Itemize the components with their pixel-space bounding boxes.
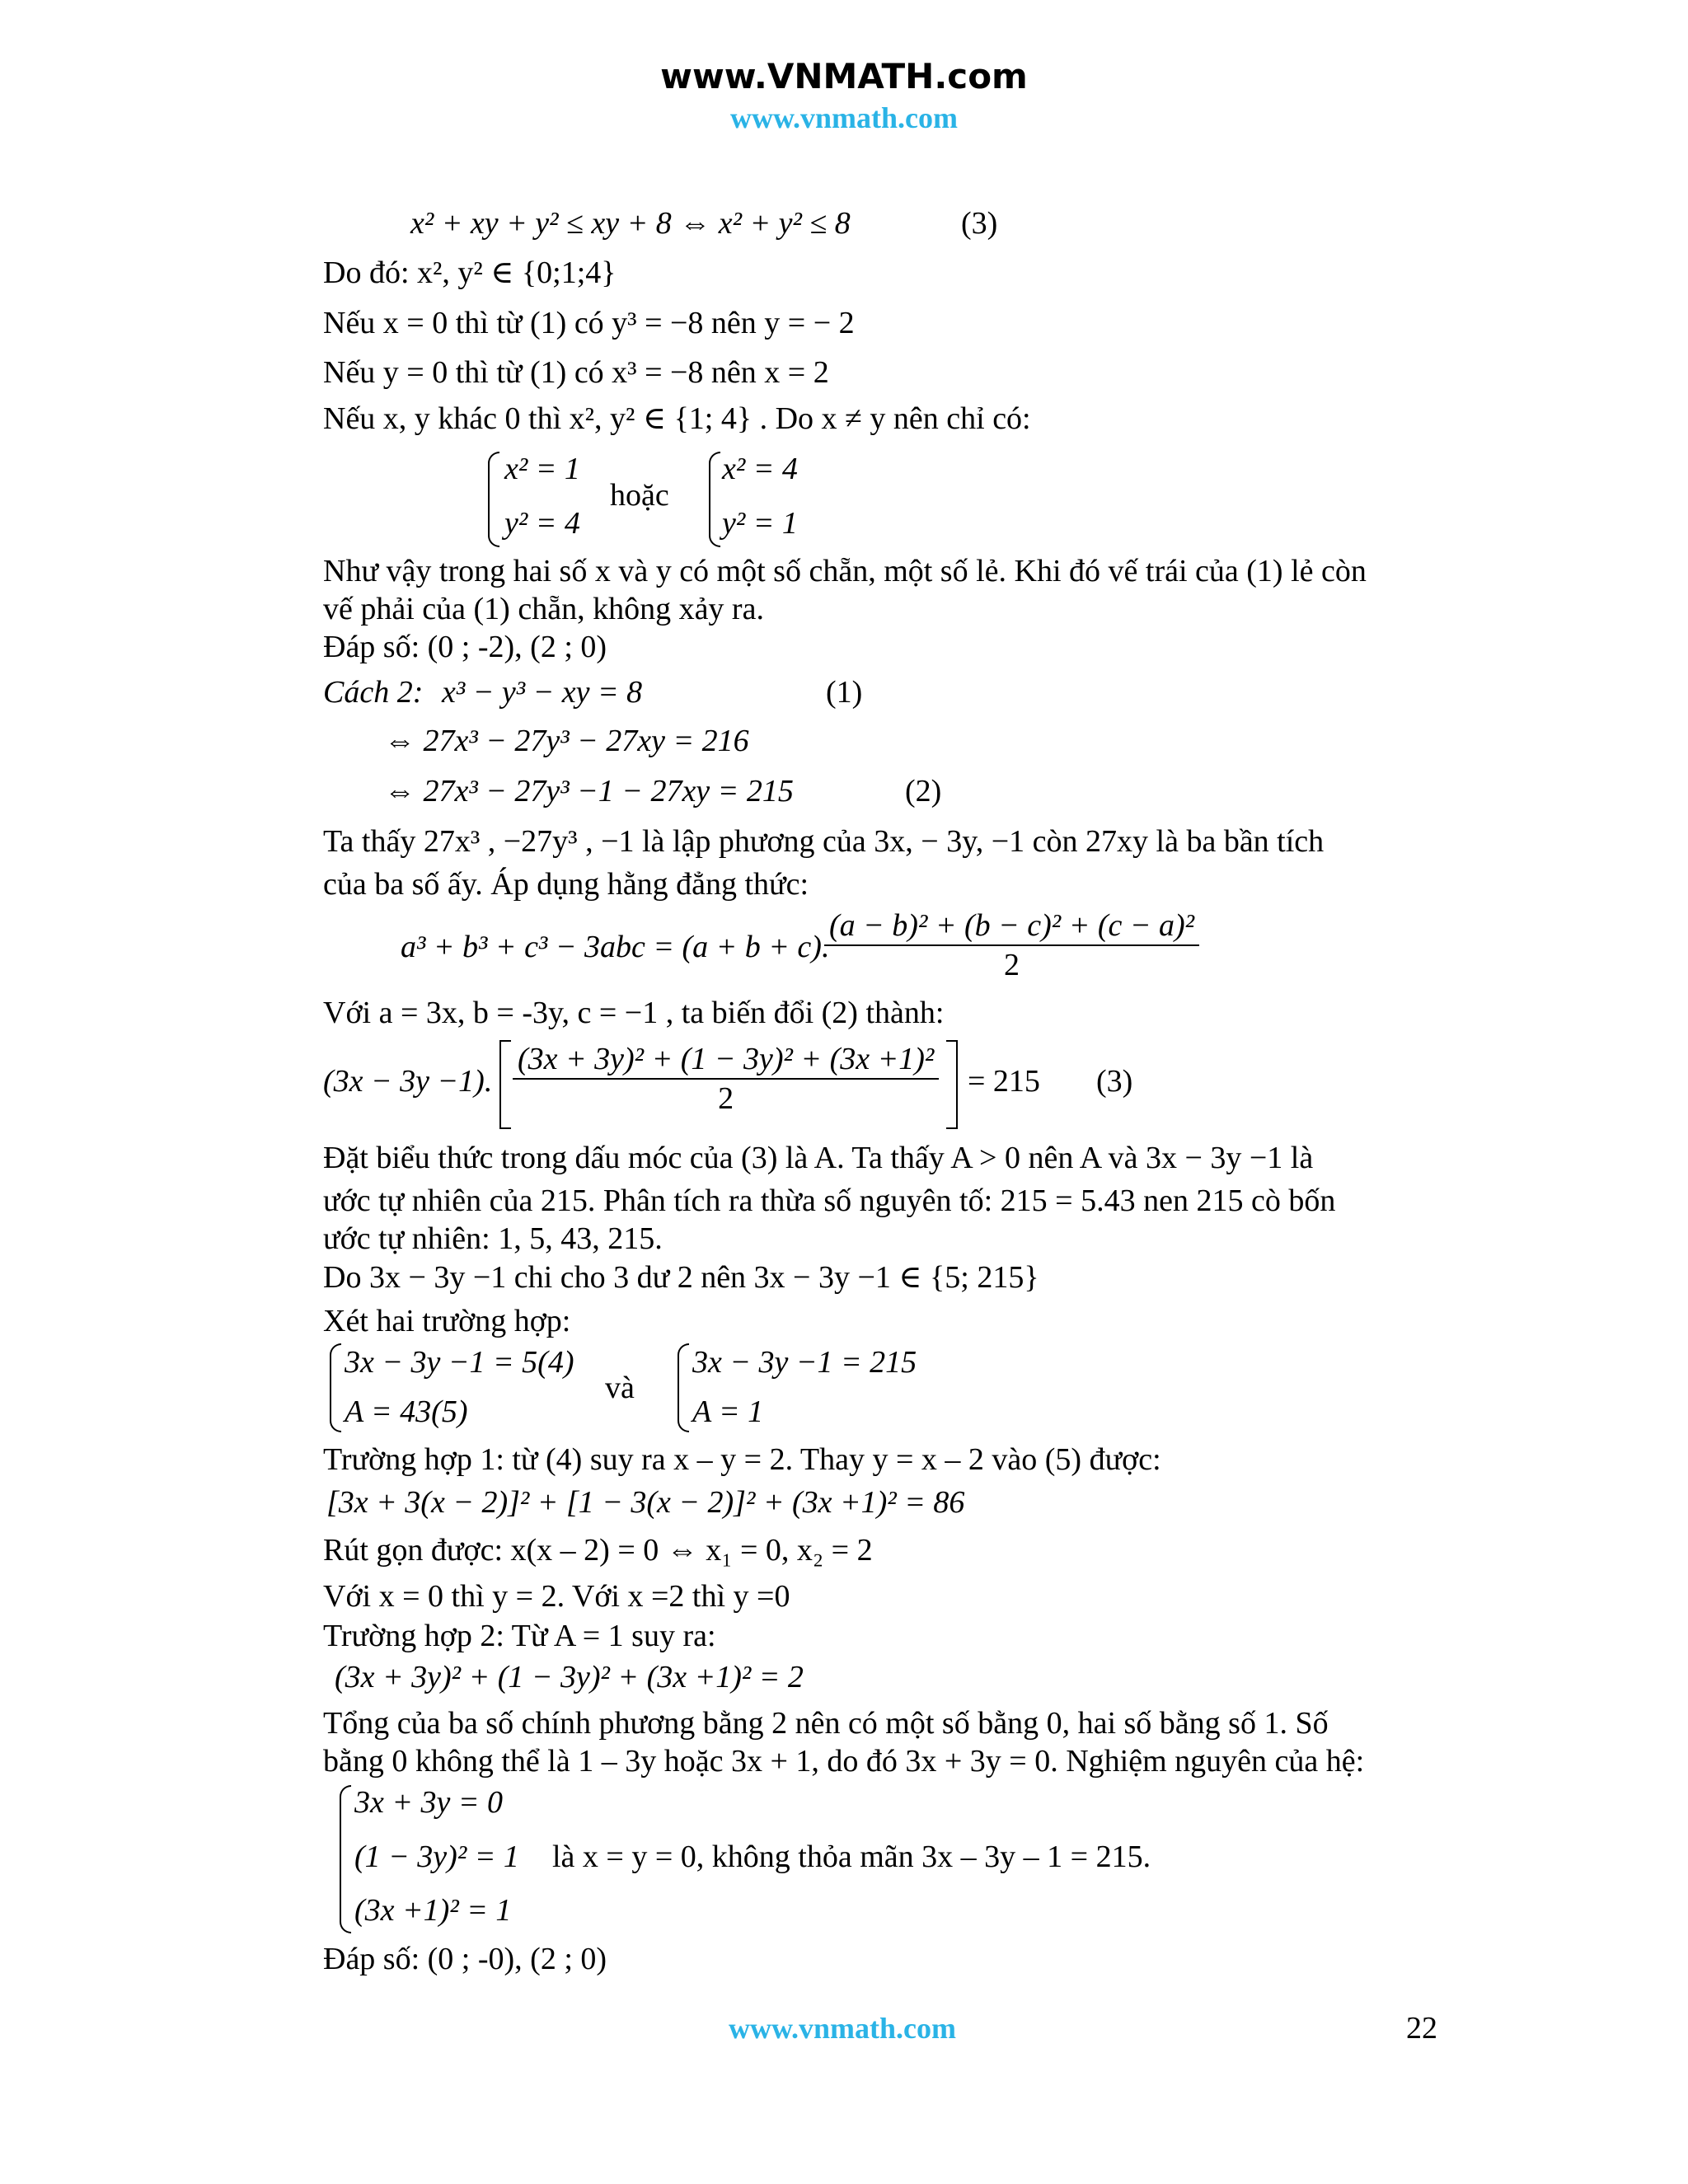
identity-left: a³ + b³ + c³ − 3abc = (a + b + c). (401, 930, 830, 964)
paragraph-4b: ước tự nhiên của 215. Phân tích ra thừa số nguyên tố: 215 = 5.43 nen 215 cò bốn (323, 1183, 1336, 1218)
eq-tag-2: (2) (905, 774, 942, 808)
eq3-numerator: (3x + 3y)² + (1 − 3y)² + (3x +1)² (513, 1040, 939, 1080)
text-line-4: Nếu y = 0 thì từ (1) có x³ = −8 nên x = 2 (323, 355, 829, 390)
sysB-eq-a: 3x − 3y −1 = 215 (692, 1345, 917, 1380)
eq3-denominator: 2 (718, 1081, 734, 1116)
paragraph-1b: vế phải của (1) chẵn, không xảy ra. (323, 592, 764, 626)
eq3-right: = 215 (968, 1064, 1040, 1099)
method-2-eq: x³ − y³ − xy = 8 (442, 675, 643, 710)
sysC-eq-b: (1 − 3y)² = 1 (354, 1840, 519, 1874)
eq-tag-1: (1) (826, 675, 863, 710)
sysC-eq-a: 3x + 3y = 0 (354, 1785, 504, 1820)
system-brace-B (678, 1343, 689, 1432)
sys2-eq-a: x² = 4 (722, 452, 798, 486)
sys1-eq-b: y² = 4 (504, 506, 580, 541)
sys2-eq-b: y² = 1 (722, 506, 798, 541)
header-site-title: www.VNMATH.com (660, 56, 1028, 96)
identity-fraction (824, 907, 1199, 984)
system-brace-A (330, 1343, 341, 1432)
system-brace-2 (709, 452, 720, 547)
answer-2: Đáp số: (0 ; -0), (2 ; 0) (323, 1942, 607, 1976)
sys1-eq-a: x² = 1 (504, 452, 580, 486)
footer-site-link[interactable]: www.vnmath.com (729, 2012, 956, 2045)
paragraph-4a: Đặt biểu thức trong dấu móc của (3) là A. Ta thấy A > 0 nên A và 3x − 3y −1 là (323, 1141, 1314, 1175)
text-line-3: Nếu x = 0 thì từ (1) có y³ = −8 nên y = − 2 (323, 306, 855, 340)
system-brace-1 (488, 452, 499, 547)
paragraph-3: Với a = 3x, b = -3y, c = −1 , ta biến đổi (2) thành: (323, 996, 945, 1030)
case-1-equation: [3x + 3(x − 2)]² + [1 − 3(x − 2)]² + (3x +1)² = 86 (326, 1485, 965, 1520)
paragraph-5: Do 3x − 3y −1 chi cho 3 dư 2 nên 3x − 3y −1 ∈ {5; 215} (323, 1260, 1039, 1295)
identity-numerator: (a − b)² + (b − c)² + (c − a)² (824, 907, 1199, 946)
answer-1: Đáp số: (0 ; -2), (2 ; 0) (323, 630, 607, 664)
eq-tag-3b: (3) (1096, 1064, 1133, 1099)
sysA-eq-a: 3x − 3y −1 = 5(4) (345, 1345, 574, 1380)
sys-and-word: và (605, 1371, 635, 1405)
text-line-5: Nếu x, y khác 0 thì x², y² ∈ {1; 4} . Do x ≠ y nên chỉ có: (323, 401, 1031, 436)
method-2-label: Cách 2: (323, 675, 424, 710)
paragraph-9: Với x = 0 thì y = 2. Với x =2 thì y =0 (323, 1579, 790, 1614)
case-2-equation: (3x + 3y)² + (1 − 3y)² + (3x +1)² = 2 (335, 1660, 804, 1694)
system-brace-C (340, 1785, 351, 1933)
eq3-left: (3x − 3y −1). (323, 1064, 493, 1099)
sysC-conclusion: là x = y = 0, không thỏa mãn 3x – 3y – 1 = 215. (552, 1840, 1151, 1874)
paragraph-8: Rút gọn được: x(x – 2) = 0 ⇔ x₁ = 0, x₂ = 2 (323, 1533, 873, 1568)
paragraph-7: Trường hợp 1: từ (4) suy ra x – y = 2. Thay y = x – 2 vào (5) được: (323, 1442, 1161, 1477)
identity-denominator: 2 (1004, 948, 1020, 982)
page-number: 22 (1406, 2011, 1437, 2046)
sysC-eq-c: (3x +1)² = 1 (354, 1893, 512, 1928)
method-2-line-3: ⇔ 27x³ − 27y³ −1 − 27xy = 215 (384, 774, 794, 808)
paragraph-4c: ước tự nhiên: 1, 5, 43, 215. (323, 1221, 663, 1256)
paragraph-10: Trường hợp 2: Từ A = 1 suy ra: (323, 1619, 716, 1653)
method-2-line-2: ⇔ 27x³ − 27y³ − 27xy = 216 (384, 724, 749, 758)
eq3-bracket-right (946, 1040, 958, 1129)
eq-tag-3a: (3) (961, 206, 998, 241)
paragraph-1a: Như vậy trong hai số x và y có một số chẵn, một số lẻ. Khi đó vế trái của (1) lẻ còn (323, 554, 1367, 588)
sysA-eq-b: A = 43(5) (345, 1394, 468, 1429)
sys-or-word: hoặc (610, 478, 669, 513)
eq3-fraction (513, 1040, 939, 1118)
paragraph-2a: Ta thấy 27x³ , −27y³ , −1 là lập phương của 3x, − 3y, −1 còn 27xy là ba bần tích (323, 824, 1325, 859)
math-line-1: x² + xy + y² ≤ xy + 8 ⇔ x² + y² ≤ 8 (410, 206, 851, 241)
header-site-link[interactable]: www.vnmath.com (730, 101, 958, 134)
eq3-bracket-left (499, 1040, 511, 1129)
text-line-2: Do đó: x², y² ∈ {0;1;4} (323, 255, 617, 290)
paragraph-11a: Tổng của ba số chính phương bằng 2 nên có một số bằng 0, hai số bằng số 1. Số (323, 1706, 1329, 1741)
paragraph-6: Xét hai trường hợp: (323, 1304, 571, 1338)
sysB-eq-b: A = 1 (692, 1394, 764, 1429)
paragraph-2b: của ba số ấy. Áp dụng hằng đẳng thức: (323, 867, 809, 902)
paragraph-11b: bằng 0 không thể là 1 – 3y hoặc 3x + 1, do đó 3x + 3y = 0. Nghiệm nguyên của hệ: (323, 1744, 1365, 1779)
